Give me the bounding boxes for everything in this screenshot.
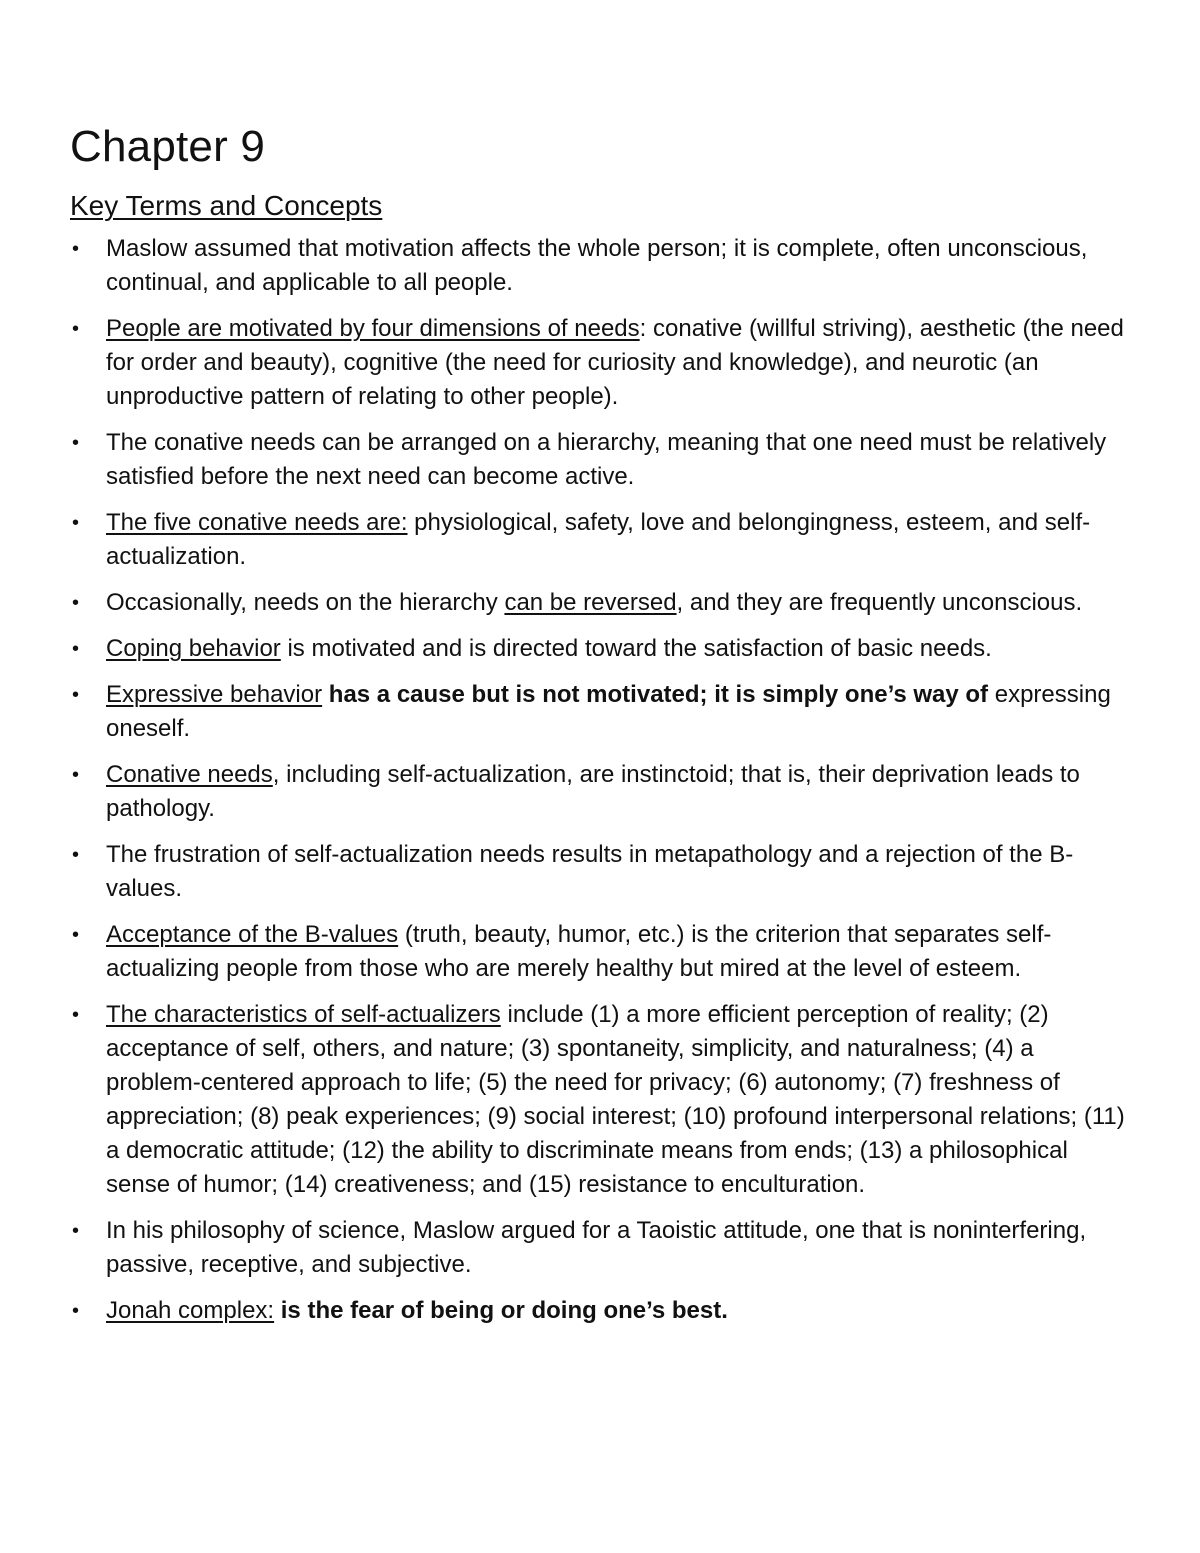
item-text: The conative needs can be arranged on a hierarchy, meaning that one need must be relatively satisfied before the next need can become active. [106, 429, 1107, 490]
item-term: The five conative needs are: [106, 509, 408, 536]
bullet-icon: • [72, 432, 80, 454]
section-heading: Key Terms and Concepts [70, 190, 383, 221]
item-text: , and they are frequently unconscious. [676, 589, 1083, 616]
bullet-icon: • [72, 844, 80, 866]
list-item [70, 678, 1130, 746]
item-bold-text: has a cause but is not motivated; it is simply one’s way of [322, 681, 989, 708]
item-term: People are motivated by four dimensions of needs [106, 315, 640, 342]
item-text: Maslow assumed that motivation affects the whole person; it is complete, often unconscious, continual, and applicable to all people. [106, 235, 1088, 296]
list-item [70, 426, 1130, 494]
bullet-icon: • [72, 764, 80, 786]
bullet-icon: • [72, 924, 80, 946]
item-text: include (1) a more efficient perception of reality; (2) acceptance of self, others, and nature; (3) spontaneity, simplicity, and naturalness; (4) a problem-centered approach to life; (5) the need for privacy; (6) autonomy; (7) freshness of appreciation; (8) peak experiences; (9) social interest; (10) profound interpersonal relations; (11) a democratic attitude; (12) the ability to discriminate means from ends; (13) a philosophical sense of humor; (14) creativeness; and (15) resistance to enculturation. [106, 1001, 1125, 1198]
list-item [70, 506, 1130, 574]
list-item [70, 232, 1130, 300]
bullet-icon: • [72, 238, 80, 260]
item-term: Conative needs [106, 761, 273, 788]
bullet-icon: • [72, 1004, 80, 1026]
item-text: expressing oneself. [106, 681, 1111, 742]
list-item [70, 838, 1130, 906]
bullet-icon: • [72, 592, 80, 614]
item-term: Coping behavior [106, 635, 281, 662]
item-text: : conative (willful striving), aesthetic (the need for order and beauty), cognitive (the need for curiosity and knowledge), and neurotic (an unproductive pattern of relating to other people). [106, 315, 1124, 410]
item-text: In his philosophy of science, Maslow argued for a Taoistic attitude, one that is noninterfering, passive, receptive, and subjective. [106, 1217, 1087, 1278]
bullet-icon: • [72, 318, 80, 340]
list-item [70, 1214, 1130, 1282]
list-item [70, 1294, 1130, 1328]
item-text: The frustration of self-actualization needs results in metapathology and a rejection of the B-values. [106, 841, 1074, 902]
bullet-icon: • [72, 1300, 80, 1322]
key-terms-list [70, 232, 1130, 1328]
item-term: Jonah complex: [106, 1297, 275, 1324]
document-page [70, 118, 1130, 1340]
item-text: Occasionally, needs on the hierarchy [106, 589, 505, 616]
bullet-icon: • [72, 638, 80, 660]
chapter-title: Chapter 9 [70, 122, 266, 171]
item-term: can be reversed [504, 589, 677, 616]
item-term: The characteristics of self-actualizers [106, 1001, 501, 1028]
list-item [70, 998, 1130, 1202]
list-item [70, 918, 1130, 986]
bullet-icon: • [72, 512, 80, 534]
item-term: Expressive behavior [106, 681, 323, 708]
item-term: Acceptance of the B-values [106, 921, 399, 948]
bullet-icon: • [72, 1220, 80, 1242]
list-item [70, 586, 1130, 620]
list-item [70, 312, 1130, 414]
list-item [70, 758, 1130, 826]
item-text: , including self-actualization, are instinctoid; that is, their deprivation leads to pathology. [106, 761, 1080, 822]
list-item [70, 632, 1130, 666]
item-bold-text: is the fear of being or doing one’s best. [274, 1297, 728, 1324]
item-text: is motivated and is directed toward the satisfaction of basic needs. [280, 635, 992, 662]
item-text: (truth, beauty, humor, etc.) is the criterion that separates self-actualizing people from those who are merely healthy but mired at the level of esteem. [106, 921, 1052, 982]
item-text: physiological, safety, love and belongingness, esteem, and self-actualization. [106, 509, 1091, 570]
bullet-icon: • [72, 684, 80, 706]
